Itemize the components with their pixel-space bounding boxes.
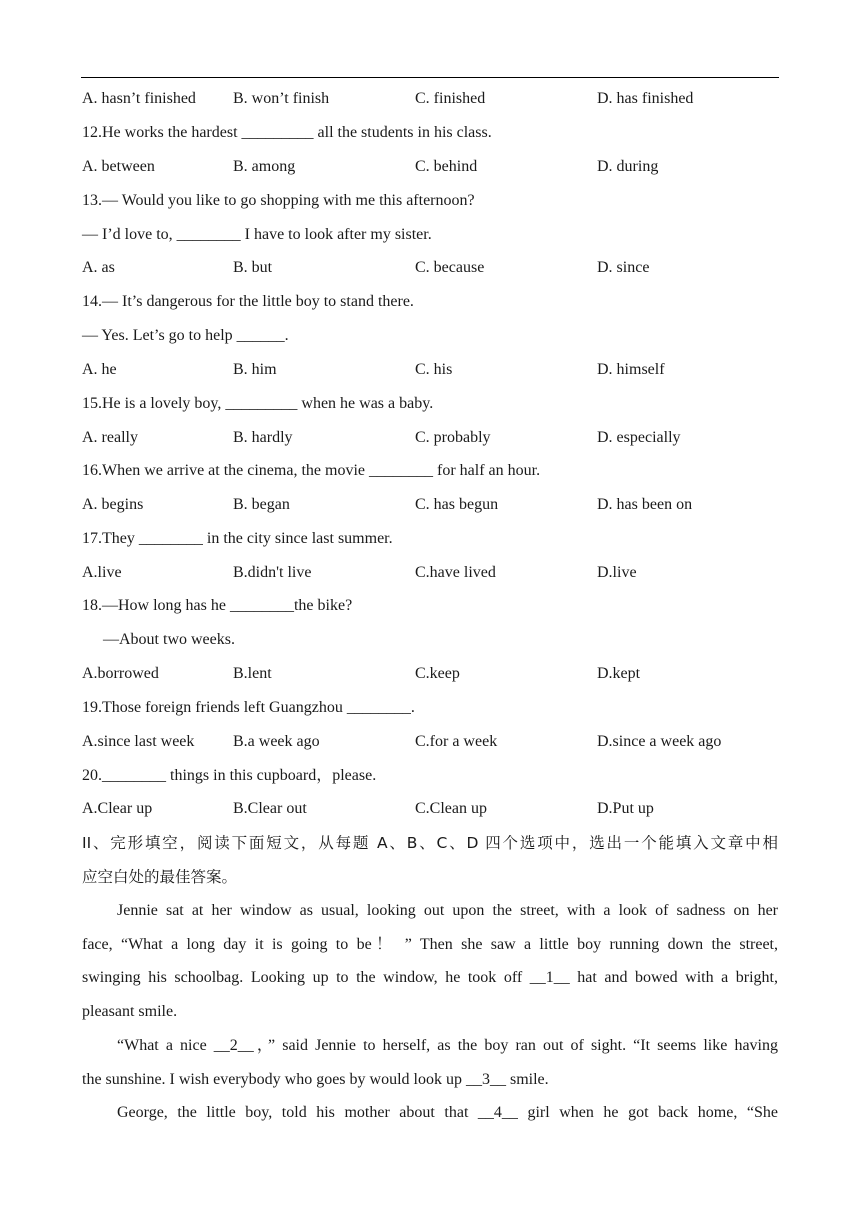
q12-stem: 12.He works the hardest _________ all the students in his class. (82, 124, 492, 141)
q18-reply: —About two weeks. (103, 631, 235, 648)
q13-stem: 13.— Would you like to go shopping with me this afternoon? (82, 192, 475, 209)
q15-option-d: D. especially (597, 429, 681, 446)
q16-stem: 16.When we arrive at the cinema, the movie ________ for half an hour. (82, 462, 541, 479)
q18-option-b: B.lent (233, 665, 272, 682)
passage-p1-line4: pleasant smile. (82, 1003, 178, 1020)
q16-option-b: B. began (233, 496, 290, 513)
section-2-instructions: II、完形填空，阅读下面短文，从每题 A、B、C、D 四个选项中，选出一个能填入文章中相 (82, 834, 778, 852)
q11-option-c: C. finished (415, 90, 486, 107)
q15-option-c: C. probably (415, 429, 491, 446)
q17-option-c: C.have lived (415, 564, 496, 581)
header-rule (81, 77, 779, 78)
q19-option-d: D.since a week ago (597, 733, 722, 750)
q12-option-a: A. between (82, 158, 155, 175)
q18-option-c: C.keep (415, 665, 460, 682)
passage-p3-line1: George, the little boy, told his mother about that __4__ girl when he got back home, “She (117, 1104, 778, 1121)
q14-option-d: D. himself (597, 361, 665, 378)
q14-reply: — Yes. Let’s go to help ______. (82, 327, 289, 344)
q16-option-a: A. begins (82, 496, 144, 513)
q17-stem: 17.They ________ in the city since last summer. (82, 530, 393, 547)
q20-option-a: A.Clear up (82, 800, 153, 817)
passage-p2-line1: “What a nice __2__，” said Jennie to herself, as the boy ran out of sight. “It seems like having (117, 1037, 778, 1054)
q14-option-b: B. him (233, 361, 277, 378)
q19-option-a: A.since last week (82, 733, 195, 750)
q20-option-c: C.Clean up (415, 800, 487, 817)
q14-stem: 14.— It’s dangerous for the little boy to stand there. (82, 293, 414, 310)
passage-p1-line3: swinging his schoolbag. Looking up to the window, he took off __1__ hat and bowed with a bright, (82, 969, 778, 986)
q15-option-a: A. really (82, 429, 138, 446)
q14-option-a: A. he (82, 361, 117, 378)
q18-option-a: A.borrowed (82, 665, 159, 682)
q13-option-d: D. since (597, 259, 650, 276)
q14-option-c: C. his (415, 361, 453, 378)
q12-option-d: D. during (597, 158, 659, 175)
q13-option-c: C. because (415, 259, 485, 276)
q17-option-b: B.didn't live (233, 564, 312, 581)
q18-option-d: D.kept (597, 665, 641, 682)
q11-option-b: B. won’t finish (233, 90, 330, 107)
passage-p1-line2: face, “What a long day it is going to be！ ” Then she saw a little boy running down the street, (82, 936, 778, 953)
q12-option-c: C. behind (415, 158, 478, 175)
q15-stem: 15.He is a lovely boy, _________ when he was a baby. (82, 395, 434, 412)
q20-stem: 20.________ things in this cupboard，please. (82, 767, 377, 784)
q18-stem: 18.—How long has he ________the bike? (82, 597, 353, 614)
section-2-instructions-cont: 应空白处的最佳答案。 (82, 868, 238, 886)
q13-option-b: B. but (233, 259, 273, 276)
q16-option-c: C. has begun (415, 496, 499, 513)
q12-option-b: B. among (233, 158, 296, 175)
q15-option-b: B. hardly (233, 429, 293, 446)
q17-option-a: A.live (82, 564, 122, 581)
q13-option-a: A. as (82, 259, 115, 276)
passage-p2-line2: the sunshine. I wish everybody who goes by would look up __3__ smile. (82, 1071, 549, 1088)
q13-reply: — I’d love to, ________ I have to look after my sister. (82, 226, 432, 243)
passage-p1-line1: Jennie sat at her window as usual, looking out upon the street, with a look of sadness on her (117, 902, 778, 919)
q19-option-c: C.for a week (415, 733, 498, 750)
q17-option-d: D.live (597, 564, 637, 581)
q19-stem: 19.Those foreign friends left Guangzhou ________. (82, 699, 415, 716)
q19-option-b: B.a week ago (233, 733, 320, 750)
q20-option-b: B.Clear out (233, 800, 307, 817)
q20-option-d: D.Put up (597, 800, 654, 817)
q11-option-d: D. has finished (597, 90, 694, 107)
q11-option-a: A. hasn’t finished (82, 90, 196, 107)
q16-option-d: D. has been on (597, 496, 693, 513)
